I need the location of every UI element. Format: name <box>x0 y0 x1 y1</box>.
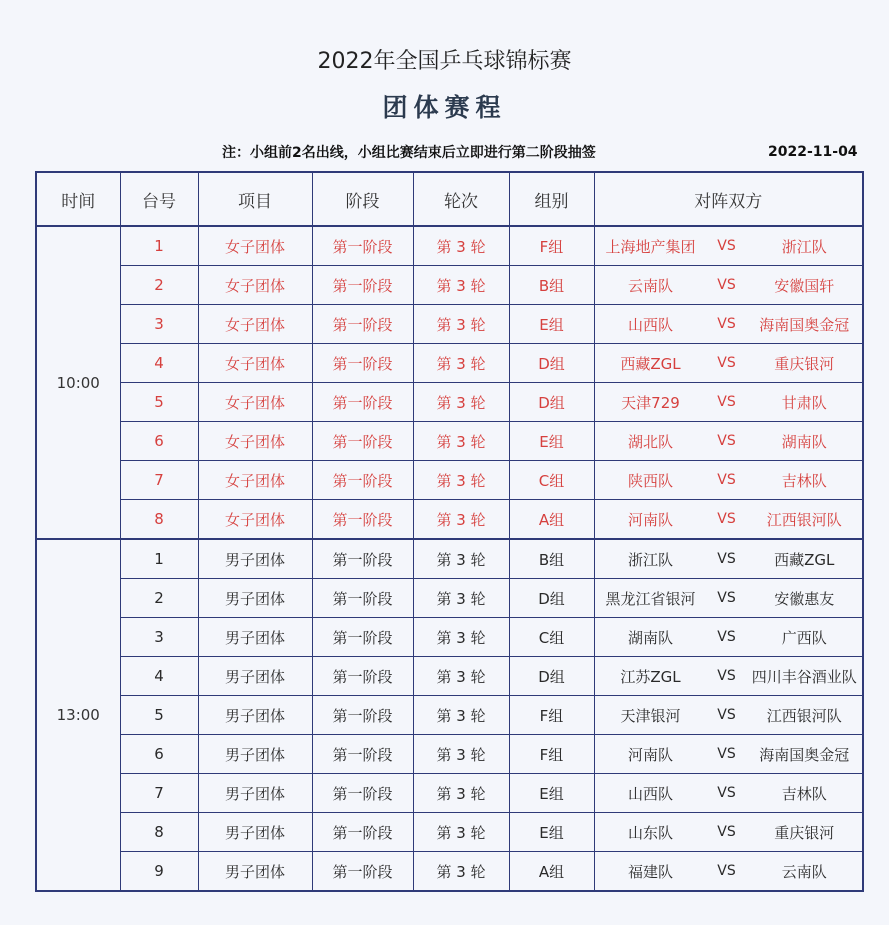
vs-label: VS <box>717 277 736 293</box>
event-cell: 男子团体 <box>198 774 312 813</box>
table-row <box>36 774 863 813</box>
team-a: 陕西队 <box>627 471 673 490</box>
header-table-no: 台号 <box>120 172 198 226</box>
team-b: 云南队 <box>781 862 827 881</box>
header-round: 轮次 <box>413 172 509 226</box>
matchup-cell <box>594 813 863 852</box>
team-a: 黑龙江省银河 <box>605 589 696 608</box>
team-a: 浙江队 <box>627 550 673 569</box>
stage-cell: 第一阶段 <box>312 226 413 266</box>
team-b: 甘肃队 <box>781 393 827 412</box>
group-cell: A组 <box>509 500 594 540</box>
table-row <box>36 422 863 461</box>
table-row <box>36 657 863 696</box>
group-cell: D组 <box>509 579 594 618</box>
table-row <box>36 500 863 540</box>
stage-cell: 第一阶段 <box>312 500 413 540</box>
event-cell: 男子团体 <box>198 657 312 696</box>
round-cell: 第 3 轮 <box>413 579 509 618</box>
stage-cell: 第一阶段 <box>312 774 413 813</box>
team-b: 重庆银河 <box>774 354 835 373</box>
table-row <box>36 618 863 657</box>
table-row <box>36 579 863 618</box>
table-row <box>36 226 863 266</box>
group-cell: E组 <box>509 774 594 813</box>
round-cell: 第 3 轮 <box>413 305 509 344</box>
round-cell: 第 3 轮 <box>413 657 509 696</box>
round-cell: 第 3 轮 <box>413 383 509 422</box>
vs-label: VS <box>717 355 736 371</box>
team-a: 湖南队 <box>627 628 673 647</box>
header-stage: 阶段 <box>312 172 413 226</box>
matchup-cell <box>594 422 863 461</box>
team-a: 山东队 <box>627 823 673 842</box>
table-row <box>36 813 863 852</box>
matchup-cell <box>594 735 863 774</box>
table-number-cell: 7 <box>120 774 198 813</box>
team-b: 江西银河队 <box>766 706 842 725</box>
team-a: 山西队 <box>627 784 673 803</box>
table-row <box>36 305 863 344</box>
table-number-cell: 3 <box>120 618 198 657</box>
matchup-cell <box>594 696 863 735</box>
group-cell: E组 <box>509 813 594 852</box>
table-row <box>36 266 863 305</box>
table-number-cell: 2 <box>120 579 198 618</box>
event-cell: 男子团体 <box>198 852 312 892</box>
team-b: 四川丰谷酒业队 <box>751 667 857 686</box>
vs-label: VS <box>717 863 736 879</box>
group-cell: D组 <box>509 383 594 422</box>
matchup-cell <box>594 579 863 618</box>
team-b: 吉林队 <box>781 471 827 490</box>
table-number-cell: 1 <box>120 539 198 579</box>
table-number-cell: 9 <box>120 852 198 892</box>
team-a: 云南队 <box>627 276 673 295</box>
vs-label: VS <box>717 668 736 684</box>
header-matchup: 对阵双方 <box>594 172 863 226</box>
matchup-cell <box>594 305 863 344</box>
header-event: 项目 <box>198 172 312 226</box>
round-cell: 第 3 轮 <box>413 461 509 500</box>
matchup-cell <box>594 774 863 813</box>
table-number-cell: 8 <box>120 813 198 852</box>
round-cell: 第 3 轮 <box>413 774 509 813</box>
vs-label: VS <box>717 238 736 254</box>
round-cell: 第 3 轮 <box>413 539 509 579</box>
stage-cell: 第一阶段 <box>312 618 413 657</box>
team-a: 湖北队 <box>627 432 673 451</box>
vs-label: VS <box>717 629 736 645</box>
round-cell: 第 3 轮 <box>413 344 509 383</box>
team-a: 天津729 <box>621 393 680 412</box>
page-title: 2022年全国乒乓球锦标赛 <box>317 49 572 74</box>
team-b: 海南国奥金冠 <box>759 315 850 334</box>
matchup-cell <box>594 618 863 657</box>
page-subtitle: 团体赛程 <box>382 93 507 122</box>
stage-cell: 第一阶段 <box>312 579 413 618</box>
table-header-row <box>36 172 863 226</box>
stage-cell: 第一阶段 <box>312 305 413 344</box>
table-number-cell: 1 <box>120 226 198 266</box>
table-number-cell: 4 <box>120 344 198 383</box>
event-cell: 女子团体 <box>198 422 312 461</box>
group-cell: E组 <box>509 422 594 461</box>
group-cell: D组 <box>509 657 594 696</box>
event-cell: 女子团体 <box>198 500 312 540</box>
round-cell: 第 3 轮 <box>413 813 509 852</box>
table-row <box>36 461 863 500</box>
vs-label: VS <box>717 472 736 488</box>
event-cell: 女子团体 <box>198 383 312 422</box>
group-cell: C组 <box>509 461 594 500</box>
vs-label: VS <box>717 316 736 332</box>
table-number-cell: 6 <box>120 422 198 461</box>
group-cell: B组 <box>509 266 594 305</box>
matchup-cell <box>594 266 863 305</box>
team-b: 重庆银河 <box>774 823 835 842</box>
group-cell: E组 <box>509 305 594 344</box>
vs-label: VS <box>717 590 736 606</box>
team-b: 安徽惠友 <box>774 589 835 608</box>
table-number-cell: 7 <box>120 461 198 500</box>
table-number-cell: 5 <box>120 383 198 422</box>
group-cell: F组 <box>509 696 594 735</box>
table-number-cell: 3 <box>120 305 198 344</box>
stage-cell: 第一阶段 <box>312 344 413 383</box>
stage-cell: 第一阶段 <box>312 735 413 774</box>
team-b: 湖南队 <box>781 432 827 451</box>
schedule-table <box>35 171 864 892</box>
event-cell: 女子团体 <box>198 344 312 383</box>
team-a: 福建队 <box>627 862 673 881</box>
matchup-cell <box>594 657 863 696</box>
matchup-cell <box>594 500 863 540</box>
stage-cell: 第一阶段 <box>312 383 413 422</box>
team-b: 吉林队 <box>781 784 827 803</box>
table-number-cell: 5 <box>120 696 198 735</box>
event-cell: 女子团体 <box>198 305 312 344</box>
matchup-cell <box>594 344 863 383</box>
event-cell: 男子团体 <box>198 579 312 618</box>
group-cell: B组 <box>509 539 594 579</box>
vs-label: VS <box>717 785 736 801</box>
stage-cell: 第一阶段 <box>312 696 413 735</box>
table-row <box>36 344 863 383</box>
stage-cell: 第一阶段 <box>312 657 413 696</box>
table-row <box>36 852 863 892</box>
team-b: 海南国奥金冠 <box>759 745 850 764</box>
header-time: 时间 <box>36 172 120 226</box>
vs-label: VS <box>717 824 736 840</box>
vs-label: VS <box>717 551 736 567</box>
matchup-cell <box>594 226 863 266</box>
team-a: 江苏ZGL <box>620 667 681 686</box>
team-a: 上海地产集团 <box>605 237 696 256</box>
vs-label: VS <box>717 394 736 410</box>
round-cell: 第 3 轮 <box>413 852 509 892</box>
event-cell: 女子团体 <box>198 461 312 500</box>
vs-label: VS <box>717 433 736 449</box>
event-cell: 男子团体 <box>198 735 312 774</box>
group-cell: C组 <box>509 618 594 657</box>
round-cell: 第 3 轮 <box>413 618 509 657</box>
matchup-cell <box>594 383 863 422</box>
header-group: 组别 <box>509 172 594 226</box>
table-number-cell: 2 <box>120 266 198 305</box>
event-cell: 男子团体 <box>198 813 312 852</box>
round-cell: 第 3 轮 <box>413 696 509 735</box>
table-row <box>36 539 863 579</box>
event-cell: 女子团体 <box>198 226 312 266</box>
round-cell: 第 3 轮 <box>413 422 509 461</box>
team-b: 江西银河队 <box>766 510 842 529</box>
group-cell: F组 <box>509 226 594 266</box>
schedule-note: 注：小组前2名出线，小组比赛结束后立即进行第二阶段抽签 <box>222 145 596 161</box>
stage-cell: 第一阶段 <box>312 422 413 461</box>
team-b: 广西队 <box>781 628 827 647</box>
vs-label: VS <box>717 707 736 723</box>
event-cell: 女子团体 <box>198 266 312 305</box>
vs-label: VS <box>717 511 736 527</box>
round-cell: 第 3 轮 <box>413 226 509 266</box>
matchup-cell <box>594 461 863 500</box>
table-row <box>36 383 863 422</box>
schedule-date: 2022-11-04 <box>768 144 858 160</box>
team-a: 西藏ZGL <box>620 354 681 373</box>
team-b: 浙江队 <box>781 237 827 256</box>
round-cell: 第 3 轮 <box>413 500 509 540</box>
table-row <box>36 696 863 735</box>
team-a: 河南队 <box>627 745 673 764</box>
stage-cell: 第一阶段 <box>312 539 413 579</box>
round-cell: 第 3 轮 <box>413 266 509 305</box>
event-cell: 男子团体 <box>198 618 312 657</box>
event-cell: 男子团体 <box>198 696 312 735</box>
table-number-cell: 6 <box>120 735 198 774</box>
session-time: 10:00 <box>36 226 120 539</box>
team-a: 山西队 <box>627 315 673 334</box>
matchup-cell <box>594 852 863 892</box>
team-b: 安徽国轩 <box>774 276 835 295</box>
event-cell: 男子团体 <box>198 539 312 579</box>
session-time: 13:00 <box>36 539 120 891</box>
stage-cell: 第一阶段 <box>312 813 413 852</box>
vs-label: VS <box>717 746 736 762</box>
team-b: 西藏ZGL <box>774 550 835 569</box>
table-number-cell: 4 <box>120 657 198 696</box>
stage-cell: 第一阶段 <box>312 266 413 305</box>
stage-cell: 第一阶段 <box>312 461 413 500</box>
team-a: 河南队 <box>627 510 673 529</box>
table-number-cell: 8 <box>120 500 198 540</box>
group-cell: F组 <box>509 735 594 774</box>
group-cell: A组 <box>509 852 594 892</box>
group-cell: D组 <box>509 344 594 383</box>
round-cell: 第 3 轮 <box>413 735 509 774</box>
matchup-cell <box>594 539 863 579</box>
stage-cell: 第一阶段 <box>312 852 413 892</box>
table-row <box>36 735 863 774</box>
team-a: 天津银河 <box>620 706 681 725</box>
